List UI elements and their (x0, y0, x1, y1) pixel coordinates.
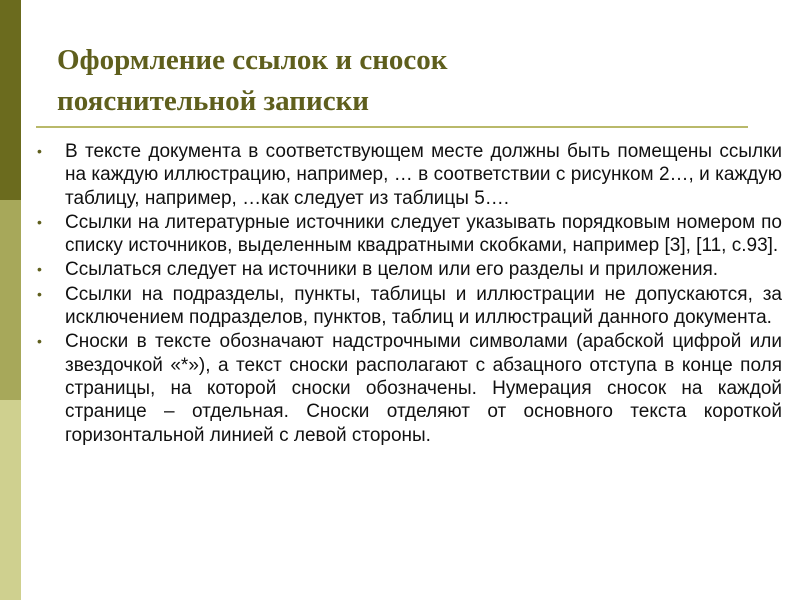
slide-title-line-1: Оформление ссылок и сносок (57, 44, 448, 76)
bullet-icon: • (37, 213, 42, 230)
bullet-icon: • (37, 333, 42, 350)
bullet-text-3: Ссылаться следует на источники в целом или его разделы и приложения. (65, 259, 719, 281)
bullet-item-3 (37, 258, 782, 281)
bullet-text-5: Сноски в тексте обозначают надстрочными символами (арабской цифрой или звездочкой «*»), а текст сноски располагают с абзацного отступа в конце поля страницы, на которой сноски обозначены. Нумерация сносок на каждой странице – отдельная. Сноски отделяют от основного текста короткой горизонтальной линией с левой стороны. (65, 331, 782, 446)
bullet-item-1 (37, 140, 782, 210)
bullet-icon: • (37, 261, 42, 278)
decorative-side-bar (0, 0, 21, 600)
bullet-text-2: Ссылки на литературные источники следует указывать порядковым номером по списку источников, выделенным квадратными скобками, например [3], [11, с.93]. (65, 211, 782, 257)
slide-title-line-2: пояснительной записки (57, 85, 370, 117)
bullet-item-2 (37, 211, 782, 258)
bullet-text-4: Ссылки на подразделы, пункты, таблицы и иллюстрации не допускаются, за исключением подразделов, пунктов, таблиц и иллюстраций данного документа. (65, 283, 782, 329)
side-bar-segment-dark (0, 0, 21, 200)
title-divider (36, 126, 748, 128)
bullet-item-4 (37, 283, 782, 330)
side-bar-segment-mid (0, 200, 21, 400)
bullet-icon: • (37, 285, 42, 302)
bullet-icon: • (37, 143, 42, 159)
slide-title (57, 40, 757, 122)
side-bar-segment-light (0, 400, 21, 600)
bullet-item-5 (37, 330, 782, 446)
bullet-text-1: В тексте документа в соответствующем месте должны быть помещены ссылки на каждую иллюстрацию, например, … в соответствии с рисунком 2…, и каждую таблицу, например, …как следует из таблицы 5…. (65, 141, 782, 209)
bullet-list (37, 140, 782, 448)
